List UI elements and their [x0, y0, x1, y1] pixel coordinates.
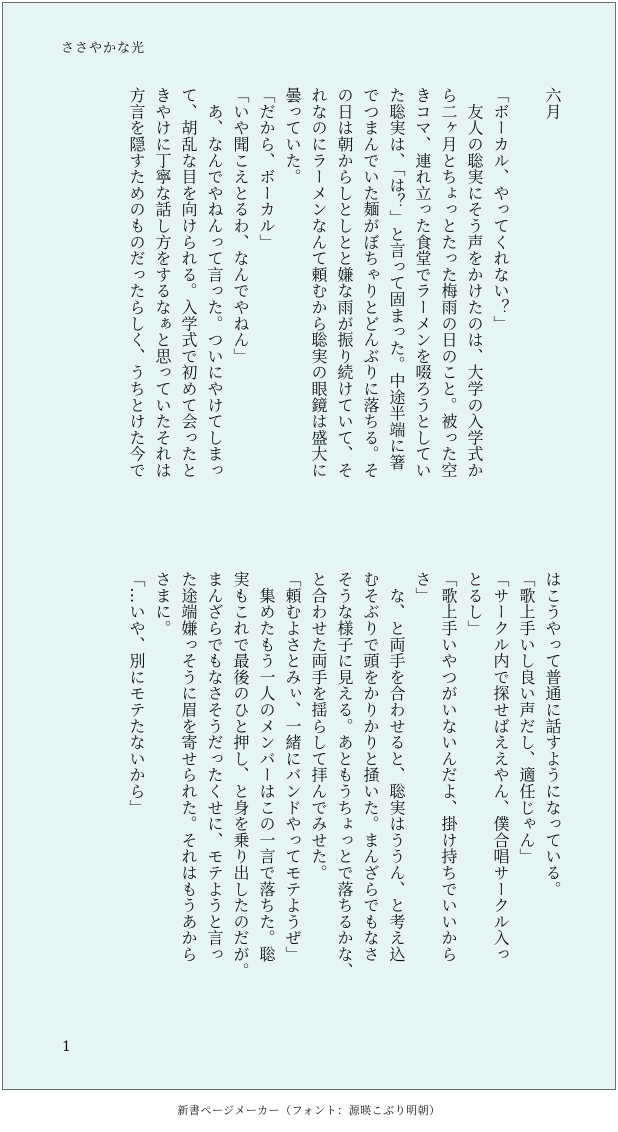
text-line: の日は朝からしとしとと嫌な雨が振り続けていて、そ [335, 87, 354, 479]
text-line [513, 87, 539, 523]
text-line: 集めたもう一人のメンバーはこの一言で落ちた。聡 [257, 571, 276, 963]
text-line: 「サークル内で探せばええやん、僕合唱サークル入っ [491, 571, 510, 963]
upper-text-block [65, 87, 565, 523]
text-line: れなのにラーメンなんて頼むから聡実の眼鏡は盛大に [309, 87, 328, 479]
text-line: さ」 [413, 571, 432, 604]
text-line: でつまんでいた麺がぼちゃりとどんぶりに落ちる。そ [361, 87, 380, 479]
text-line: 「歌上手いやつがいないんだよ、掛け持ちでいいから [439, 571, 458, 963]
text-line: と合わせた両手を揺らして拝んでみせた。 [309, 571, 328, 881]
text-line: ら二ヶ月とちょっとたった梅雨の日のこと。被った空 [439, 87, 458, 479]
text-line: あ、なんでやねんって言った。ついにやけてしまっ [205, 87, 224, 479]
text-line: 六月 [543, 87, 562, 120]
text-line: 「頼むよさとみぃ、一緒にバンドやってモテようぜ」 [283, 571, 302, 963]
text-line: むそぶりで頭をかりかりと掻いた。まんざらでもなさ [361, 571, 380, 963]
text-line: さまに。 [153, 571, 172, 637]
text-line: そうな様子に見える。あともうちょっとで落ちるかな、 [335, 571, 354, 979]
text-line: きやけに丁寧な話し方をするなぁと思っていたそれは [153, 87, 172, 479]
text-line: 「だから、ボーカル」 [257, 87, 276, 250]
generator-credit: 新書ページメーカー（フォント：源暎こぶり明朝） [177, 1104, 441, 1117]
text-line: まんざらでもなさそうだったくせに、モテようと言っ [205, 571, 224, 963]
text-line: 実もこれで最後のひと押し、と身を乗り出したのだが。 [231, 571, 250, 979]
lower-text-block [65, 571, 565, 1011]
text-line: きコマ、連れ立った食堂でラーメンを啜ろうとしてい [413, 87, 432, 479]
text-line: た聡実は、「は？」と言って固まった。中途半端に箸 [387, 87, 406, 471]
text-line: 「歌上手いし良い声だし、適任じゃん」 [517, 571, 536, 865]
page-number: 1 [62, 1039, 71, 1055]
text-line: 「いや聞こえとるわ、なんでやねん」 [231, 87, 250, 365]
text-line: な、と両手を合わせると、聡実はううん、と考え込 [387, 571, 406, 963]
text-line: て、胡乱な目を向けられる。入学式で初めて会ったと [179, 87, 198, 479]
text-line: 「…いや、別にモテたないから」 [127, 571, 146, 816]
text-line: 曇っていた。 [283, 87, 302, 185]
text-line: とるし」 [465, 571, 484, 637]
book-page [2, 2, 616, 1090]
book-title: ささやかな光 [61, 41, 146, 56]
text-line: 方言を隠すためのものだったらしく、うちとけた今で [127, 87, 146, 479]
text-line: 「ボーカル、やってくれない？」 [491, 87, 510, 332]
text-line: 友人の聡実にそう声をかけたのは、大学の入学式か [465, 87, 484, 479]
text-line: はこうやって普通に話すようになっている。 [543, 571, 562, 897]
text-line: た途端嫌っそうに眉を寄せられた。それはもうあから [179, 571, 198, 963]
